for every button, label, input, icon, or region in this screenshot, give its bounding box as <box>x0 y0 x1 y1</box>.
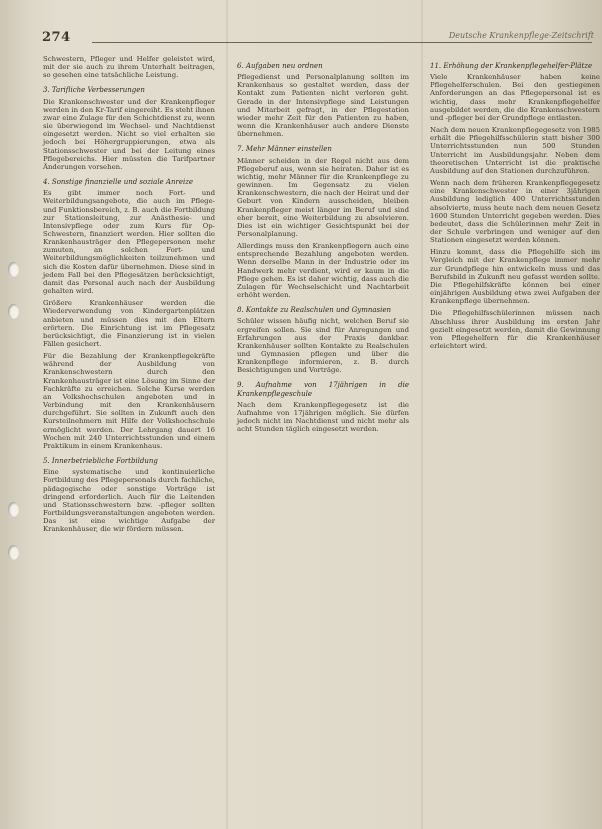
paragraph: Nach dem neuen Krankenpflegegesetz von 1985 erhält die Pflegehilfsschülerin statt bisher 300 Unterrichtsstunden nun 500 Stunden Unterricht im Ausbildungsjahr. Neben dem theoretischen Unterricht ist die praktische Ausbildung auf den Stationen durchzuführen. <box>430 126 600 175</box>
column-gutter <box>226 0 228 829</box>
paragraph: Hinzu kommt, dass die Pflegehilfe sich im Vergleich mit der Krankenpflege immer mehr zur Grundpflege hin entwickeln muss und das Berufsbild in Zukunft neu gefasst werden sollte. Die Pflegehilfskräfte können bei einer einjährigen Ausbildung etwa zwei Aufgaben der Krankenpflege übernehmen. <box>430 248 600 306</box>
text-column-3 <box>430 55 600 354</box>
paragraph: Pflegedienst und Personalplanung sollten im Krankenhaus so gestaltet werden, dass der Kontakt zum Patienten nicht verloren geht. Gerade in der Intensivpflege sind Leistungen und Mitarbeit gefragt, in der Pflegestation wieder mehr Zeit für den Patienten zu haben, wenn die Krankenhäuser auch andere Dienste übernehmen. <box>237 73 409 139</box>
column-gutter <box>421 0 423 829</box>
paragraph: Schwestern, Pfleger und Helfer geleistet wird, mit der sie auch zu ihrem Unterhalt beitragen, so gesehen eine tatsächliche Leistung. <box>43 55 215 80</box>
section-heading: 4. Sonstige finanzielle und soziale Anreize <box>43 178 194 187</box>
paragraph: Größere Krankenhäuser werden die Wiederverwendung von Kindergartenplätzen anbieten und müssen dies mit den Eltern erörtern. Die Einrichtung ist im Pflegesatz berücksichtigt, die Finanzierung ist in vielen Fällen gesichert. <box>43 299 215 348</box>
punch-hole <box>8 545 19 560</box>
section-heading: 9. Aufnahme von 17jährigen in die Krankenpflegeschule <box>237 381 409 398</box>
text-column-2 <box>237 55 409 437</box>
punch-hole <box>8 502 19 517</box>
header-rule <box>92 42 592 43</box>
paragraph: Allerdings muss den Krankenpflegern auch eine entsprechende Bezahlung angeboten werden. Wenn derselbe Mann in der Industrie oder im Handwerk mehr verdient, wird er kaum in die Pflege gehen. Es ist daher wichtig, dass auch die Zulagen für Wechselschicht und Nachtarbeit erhöht werden. <box>237 242 409 300</box>
paragraph: Es gibt immer noch Fort- und Weiterbildungsangebote, die auch im Pflege- und Funktionsbereich, z. B. auch die Fortbildung zur Stationsleitung, zur Anästhesie- und Intensivpflege oder zum Kurs für Op-Schwestern, finanziert werden. Hier sollten die Krankenhausträger den Pflegepersonen mehr zumuten, an solchen Fort- und Weiterbildungsmöglichkeiten teilzunehmen und sich die Kosten dafür übernehmen. Diese sind in jedem Fall bei den Pflegesätzen berücksichtigt, damit das Personal auch nach der Ausbildung gehalten wird. <box>43 189 215 296</box>
paragraph: Die Pflegehilfsschülerinnen müssen nach Abschluss ihrer Ausbildung im ersten Jahr gezielt eingesetzt werden, damit die Gewinnung von Pflegehelfern für die Krankenhäuser erleichtert wird. <box>430 309 600 350</box>
paragraph: Viele Krankenhäuser haben keine Pflegehelferschulen. Bei den gestiegenen Anforderungen an das Pflegepersonal ist es wichtig, dass mehr Krankenpflegehelfer ausgebildet werden, die die Krankenschwestern und -pfleger bei der Grundpflege entlasten. <box>430 73 600 122</box>
section-heading: 7. Mehr Männer einstellen <box>237 145 332 154</box>
text-column-1 <box>43 55 215 537</box>
paragraph: Für die Bezahlung der Krankenpflegekräfte während der Ausbildung von Krankenschwestern durch den Krankenhausträger ist eine Lösung im Sinne der Fachkräfte zu erreichen. Solche Kurse werden an Volkshochschulen angeboten und in Verbindung mit den Krankenhäusern durchgeführt. Sie sollten in Zukunft auch den Kursteilnehmern mit Hilfe der Volkshochschule ermöglicht werden. Der Lehrgang dauert 16 Wochen mit 240 Unterrichtsstunden und einem Praktikum in einem Krankenhaus. <box>43 352 215 450</box>
paragraph: Schüler wissen häufig nicht, welchen Beruf sie ergreifen sollen. Sie sind für Anregungen und Erfahrungen aus der Praxis dankbar. Krankenhäuser sollten Kontakte zu Realschulen und Gymnasien pflegen und über die Krankenpflege informieren, z. B. durch Besichtigungen und Vorträge. <box>237 317 409 375</box>
section-heading: 6. Aufgaben neu ordnen <box>237 62 323 70</box>
paragraph: Eine systematische und kontinuierliche Fortbildung des Pflegepersonals durch fachliche, pädagogische oder sonstige Vorträge ist dringend erforderlich. Auch für die Leitenden und Stationsschwestern bzw. -pfleger sollten Fortbildungsveranstaltungen angeboten werden. Das ist eine wichtige Aufgabe der Krankenhäuser, die wir fördern müssen. <box>43 468 215 534</box>
paragraph: Nach dem Krankenpflegegesetz ist die Aufnahme von 17jährigen möglich. Sie dürfen jedoch nicht im Nachtdienst und nicht mehr als acht Stunden täglich eingesetzt werden. <box>237 400 409 434</box>
paragraph: Wenn nach dem früheren Krankenpflegegesetz eine Krankenschwester in einer 3jährigen Ausbildung lediglich 400 Unterrichtsstunden absolvierte, muss heute nach dem neuen Gesetz 1600 Stunden Unterricht gegeben werden. Dies bedeutet, dass die Schülerinnen mehr Zeit in der Schule verbringen und weniger auf den Stationen eingesetzt werden können. <box>430 179 600 245</box>
page-number: 274 <box>42 30 71 45</box>
running-head: Deutsche Krankenpflege-Zeitschrift <box>448 31 594 40</box>
paragraph: Männer scheiden in der Regel nicht aus dem Pflegeberuf aus, wenn sie heiraten. Daher ist es wichtig, mehr Männer für die Krankenpflege zu gewinnen. Im Gegensatz zu vielen Krankenschwestern, die nach der Heirat und der Geburt von Kindern ausscheiden, bleiben Krankenpfleger meist länger im Beruf und sind eher bereit, eine Weiterbildung zu absolvieren. Dies ist ein wichtiger Gesichtspunkt bei der Personalplanung. <box>237 156 409 238</box>
section-heading: 11. Erhöhung der Krankenpflegehelfer-Plätze <box>430 62 593 70</box>
punch-hole <box>8 304 19 319</box>
section-heading: 3. Tarifliche Verbesserungen <box>43 86 145 95</box>
paragraph: Die Krankenschwester und der Krankenpfleger werden in den Kr-Tarif eingereiht. Es steht ihnen zwar eine Zulage für den Schichtdienst zu, wenn sie überwiegend im Wechsel- und Nachtdienst eingesetzt werden. Nicht so viel erhalten sie jedoch bei Höhergruppierungen, etwa als Stationsschwester und bei der Leitung eines Pflegebereichs. Hier müssten die Tarifpartner Änderungen vorsehen. <box>43 97 215 171</box>
section-heading: 8. Kontakte zu Realschulen und Gymnasien <box>237 306 392 315</box>
punch-hole <box>8 262 19 277</box>
section-heading: 5. Innerbetriebliche Fortbildung <box>43 457 158 466</box>
